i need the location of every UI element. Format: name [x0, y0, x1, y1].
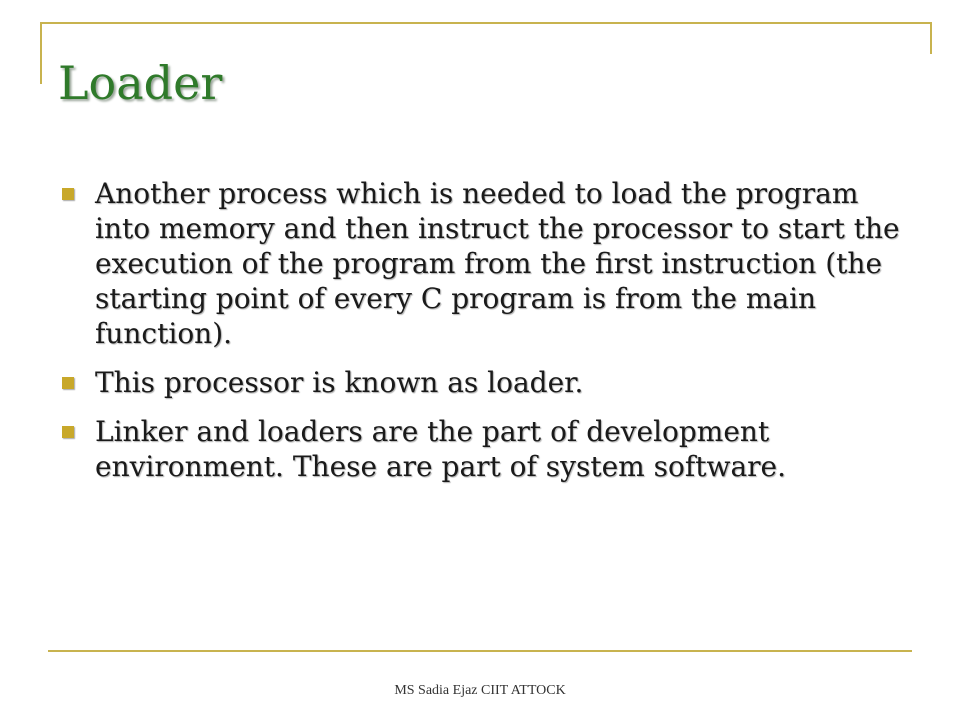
bullet-item — [62, 176, 912, 351]
bullet-item — [62, 365, 912, 400]
bullet-text: This processor is known as loader. — [95, 366, 584, 399]
bullet-text: Another process which is needed to load the program into memory and then instruct the processor to start the execution of the program from the first instruction (the starting point of every C program is from the main function). — [95, 177, 900, 350]
frame-top-line — [40, 22, 932, 24]
square-bullet-icon — [62, 426, 74, 438]
frame-bottom-line — [48, 650, 912, 652]
square-bullet-icon — [62, 377, 74, 389]
square-bullet-icon — [62, 188, 74, 200]
frame-left-line — [40, 22, 42, 84]
bullet-item — [62, 414, 912, 484]
slide-footer: MS Sadia Ejaz CIIT ATTOCK — [394, 683, 566, 698]
frame-right-line — [930, 22, 932, 54]
bullet-list — [62, 176, 912, 498]
bullet-text: Linker and loaders are the part of development environment. These are part of system software. — [95, 415, 786, 483]
slide-title: Loader — [58, 56, 223, 110]
